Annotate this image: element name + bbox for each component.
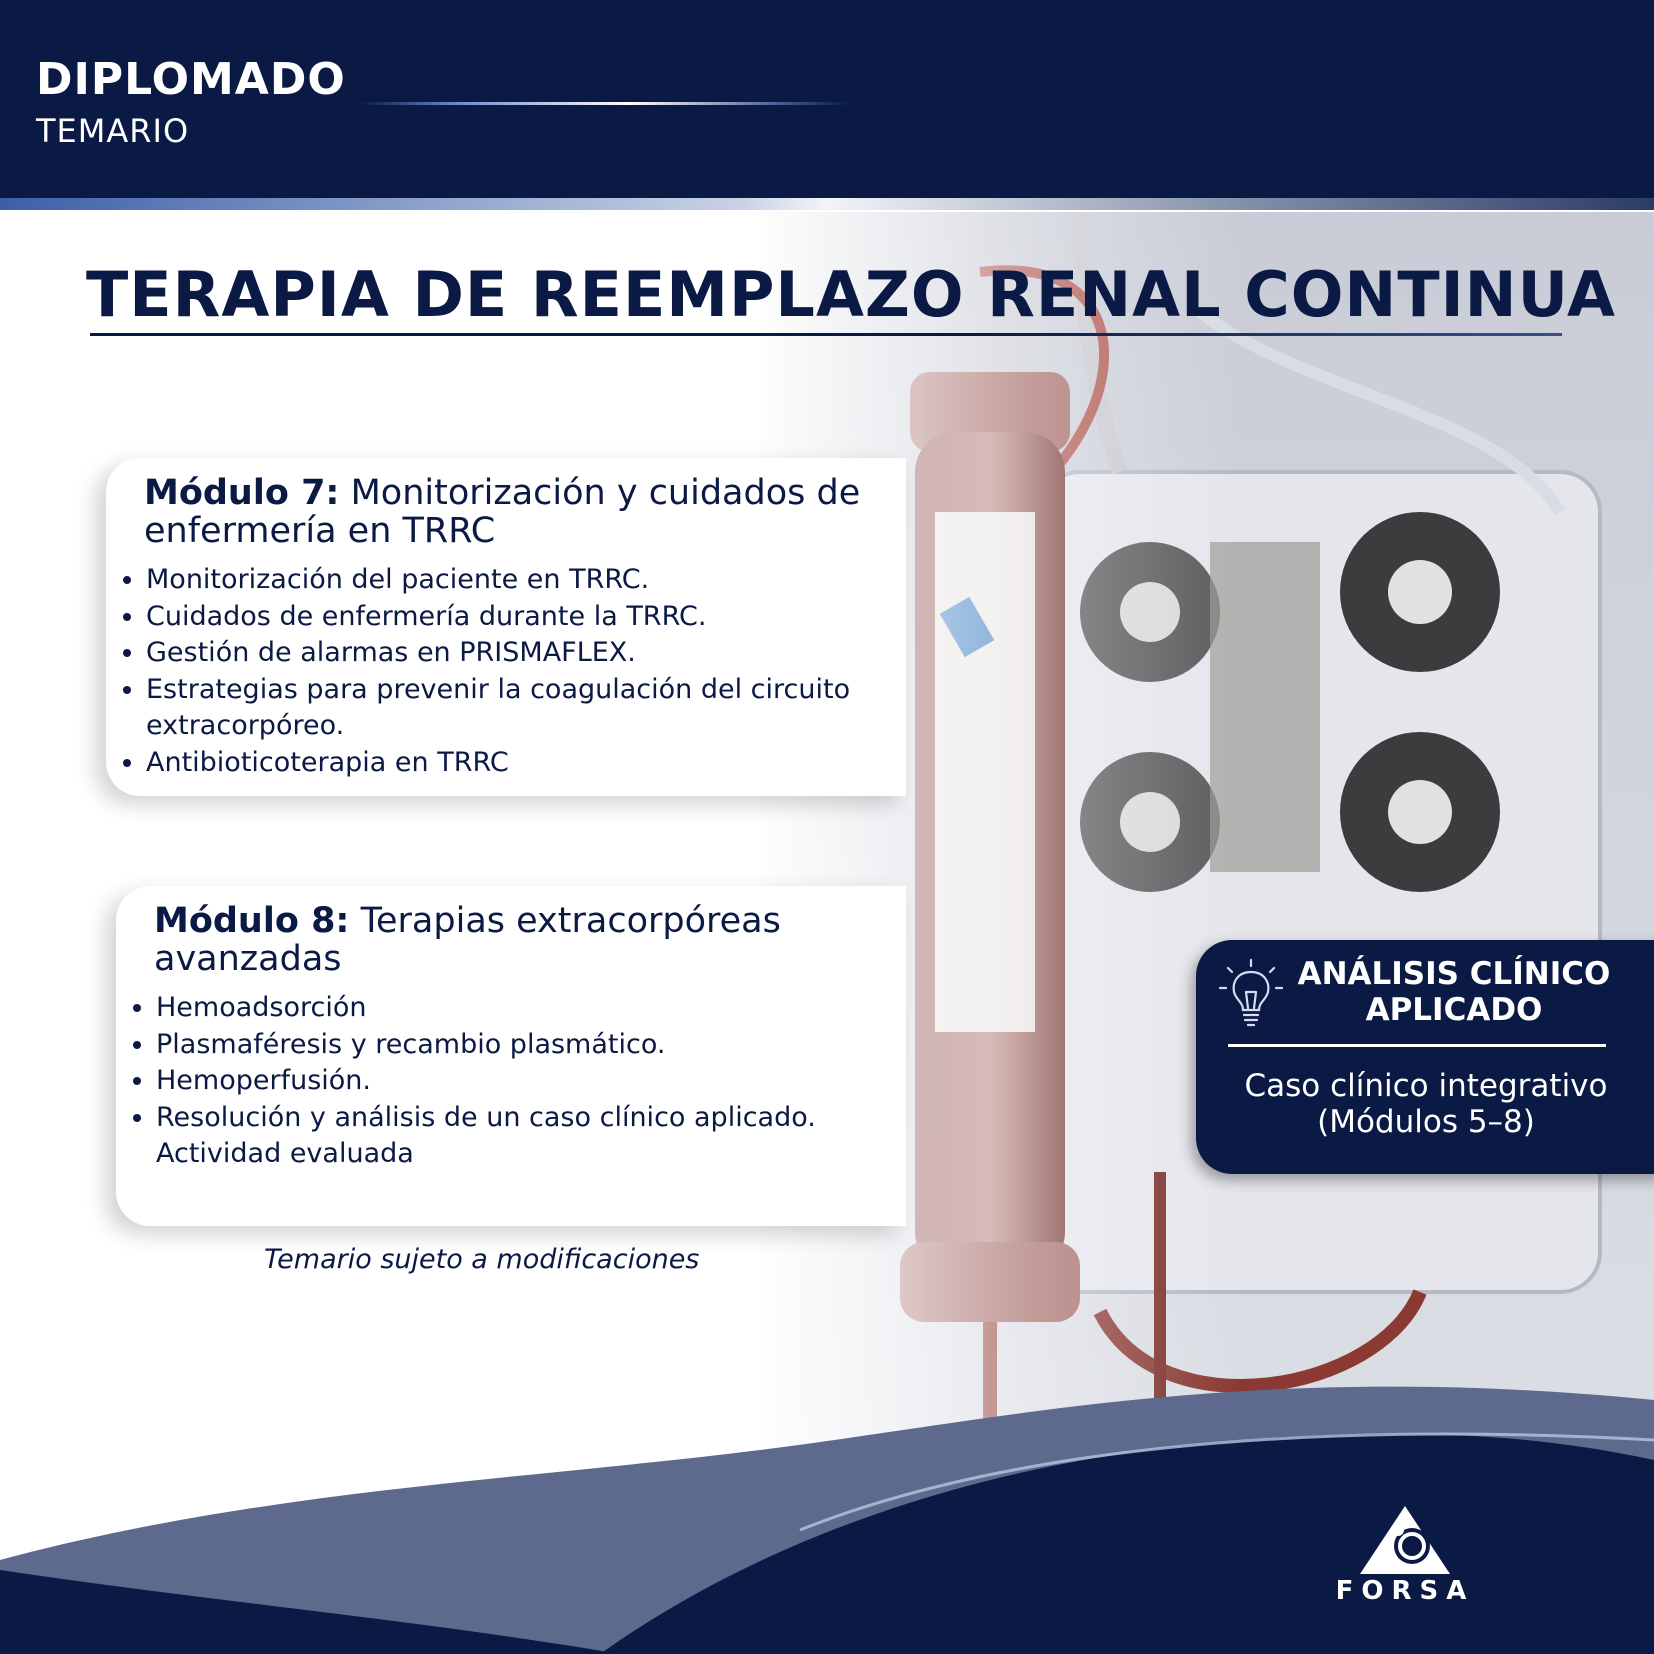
analysis-title: ANÁLISIS CLÍNICO APLICADO: [1297, 956, 1611, 1028]
module-name: Monitorización y cuidados de enfermería en TRRC: [144, 473, 861, 551]
analysis-body: Caso clínico integrativo (Módulos 5–8): [1244, 1068, 1608, 1140]
disclaimer-note: Temario sujeto a modificaciones: [264, 1244, 700, 1275]
list-item: • Cuidados de enfermería durante la TRRC.: [146, 599, 866, 636]
list-item: • Resolución y análisis de un caso clínico aplicado. Actividad evaluada: [156, 1100, 896, 1173]
list-item: • Hemoperfusión.: [156, 1063, 896, 1100]
module-label: Módulo 8:: [154, 901, 350, 941]
module-label: Módulo 7:: [144, 473, 340, 513]
list-item: • Monitorización del paciente en TRRC.: [146, 562, 866, 599]
module-topic-list: [106, 562, 866, 781]
module-name: Terapias extracorpóreas avanzadas: [154, 901, 781, 979]
header-accent-line: [0, 198, 1654, 210]
lightbulb-icon: [1218, 958, 1284, 1030]
header-title: DIPLOMADO: [36, 54, 346, 105]
header-banner: [0, 0, 1654, 210]
header-divider: [360, 102, 850, 105]
list-item: • Plasmaféresis y recambio plasmático.: [156, 1027, 896, 1064]
title-underline: [90, 333, 1562, 336]
list-item: • Hemoadsorción: [156, 990, 896, 1027]
list-item: • Estrategias para prevenir la coagulación del circuito extracorpóreo.: [146, 672, 866, 745]
list-item: • Antibioticoterapia en TRRC: [146, 745, 866, 782]
page-title: TERAPIA DE REEMPLAZO RENAL CONTINUA: [86, 258, 1616, 331]
module-heading: [144, 474, 904, 550]
analysis-divider: [1228, 1044, 1606, 1047]
module-topic-list: [116, 990, 896, 1173]
module-card-8: [116, 886, 906, 1226]
module-card-7: [106, 458, 906, 796]
analysis-callout: [1196, 940, 1654, 1174]
module-heading: [154, 902, 894, 978]
list-item: • Gestión de alarmas en PRISMAFLEX.: [146, 635, 866, 672]
header-subtitle: TEMARIO: [36, 112, 190, 150]
logo-text: FORSA: [1335, 1576, 1475, 1606]
